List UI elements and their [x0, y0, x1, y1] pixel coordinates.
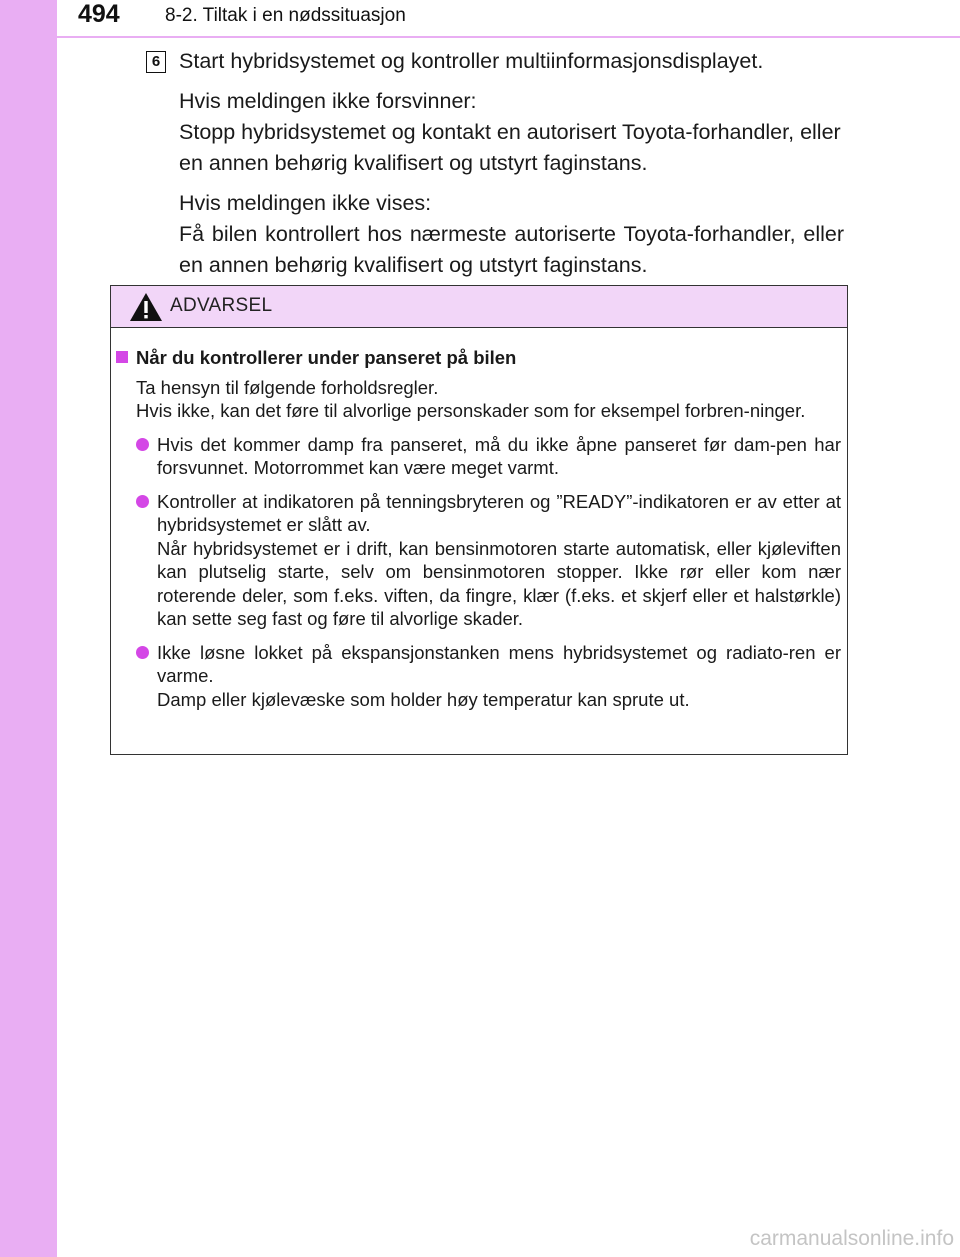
warning-header: [111, 286, 847, 328]
case1-text: Stopp hybridsystemet og kontakt en autorisert Toyota-forhandler, eller en annen behørig kvalifisert og utstyrt faginstans.: [179, 120, 841, 175]
warning-subheading: Når du kontrollerer under panseret på bilen: [116, 346, 841, 370]
warning-bullet: Hvis det kommer damp fra panseret, må du ikke åpne panseret før dam-pen har forsvunnet. Motorrommet kan være meget varmt.: [116, 433, 841, 480]
warning-bullet: Ikke løsne lokket på ekspansjonstanken mens hybridsystemet og radiato-ren er varme. Damp eller kjølevæske som holder høy temperatur kan sprute ut.: [116, 641, 841, 712]
warning-bullet: Kontroller at indikatoren på tenningsbryteren og ”READY”-indikatoren er av etter at hybridsystemet er slått av. Når hybridsystemet er i drift, kan bensinmotoren starte automatisk, eller kjøleviften kan plutselig starte, selv om bensinmotoren stopper. Ikke rør eller kom nær roterende deler, som f.eks. viften, da fingre, klær (f.eks. et skjerf eller et halstørkle) kan sette seg fast og føre til alvorlige skader.: [116, 490, 841, 631]
warning-box: [110, 285, 848, 755]
square-bullet-icon: [116, 351, 128, 363]
circle-bullet-icon: [136, 438, 149, 451]
header-rule: [57, 36, 960, 38]
warning-intro-line1: Ta hensyn til følgende forholdsregler.: [136, 376, 439, 398]
warning-intro: [116, 376, 841, 423]
page-side-band: [0, 0, 57, 1257]
circle-bullet-icon: [136, 646, 149, 659]
warning-intro-line2: Hvis ikke, kan det føre til alvorlige personskader som for eksempel forbren-ninger.: [136, 400, 806, 421]
case2-text: Få bilen kontrollert hos nærmeste autoriserte Toyota-forhandler, eller en annen behørig kvalifisert og utstyrt faginstans.: [179, 222, 844, 277]
warning-body: [116, 346, 841, 711]
step-main-text: Start hybridsystemet og kontroller multiinformasjonsdisplayet.: [179, 49, 764, 73]
case1-title: Hvis meldingen ikke forsvinner:: [179, 89, 477, 113]
case2-title: Hvis meldingen ikke vises:: [179, 191, 432, 215]
step-text: [179, 46, 844, 281]
section-title: 8-2. Tiltak i en nødssituasjon: [165, 5, 406, 26]
warning-triangle-icon: [129, 292, 163, 322]
step-number-badge: 6: [146, 51, 166, 73]
watermark: carmanualsonline.info: [749, 1227, 954, 1250]
page-number: 494: [78, 0, 120, 28]
circle-bullet-icon: [136, 495, 149, 508]
warning-title: ADVARSEL: [170, 295, 273, 316]
